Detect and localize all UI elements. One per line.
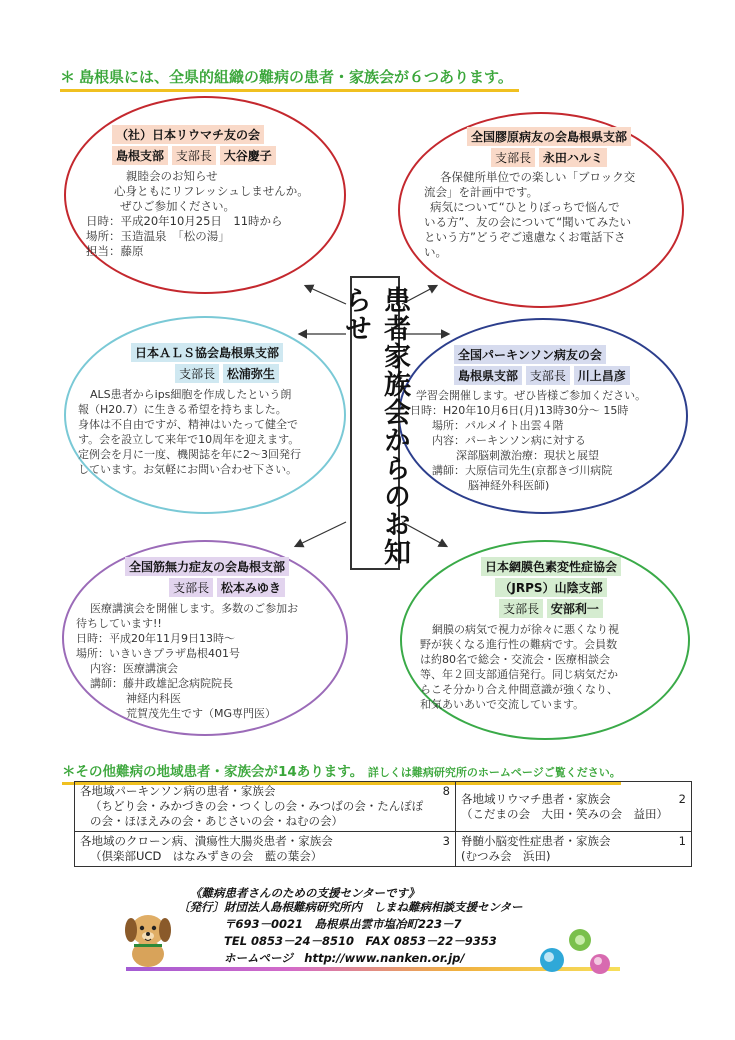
group-name: 脊髄小脳変性症患者・家族会	[461, 834, 611, 848]
collagen-line: 病気について“ひとりぼっちで悩んで	[430, 200, 620, 214]
als-body	[78, 387, 336, 477]
rheuma-title: （社）日本リウマチ友の会	[112, 125, 264, 144]
footer-tel: TEL 0853－24－8510 FAX 0853－22－9353	[224, 934, 497, 948]
star-mark: ＊	[60, 68, 76, 86]
parkinson-content	[410, 344, 682, 493]
parkinson-body	[410, 388, 682, 493]
mg-line: 日時：平成20年11月9日13時～	[76, 632, 235, 645]
group-name: 各地域パーキンソン病の患者・家族会	[80, 784, 276, 798]
table-row	[75, 782, 692, 832]
parkinson-line: 場所：パルメイト出雲４階	[432, 419, 564, 432]
parkinson-line: 内容：パーキンソン病に対する	[432, 434, 586, 447]
jrps-line: 和気あいあいで交流しています。	[420, 698, 585, 711]
colored-spheres-icon	[534, 926, 618, 984]
rheuma-line: 担当：藤原	[86, 244, 144, 258]
jrps-branch: （JRPS）山陰支部	[495, 578, 606, 597]
page-heading-text: 島根県には、全県的組織の難病の患者・家族会が６つあります。	[79, 68, 513, 86]
parkinson-title: 全国パーキンソン病友の会	[454, 345, 606, 364]
others-heading-text: その他難病の地域患者・家族会が14あります。	[75, 764, 364, 780]
dog-mascot-icon	[118, 906, 178, 970]
rheuma-line: 日時：平成20年10月25日 11時から	[86, 214, 283, 228]
rheuma-leader: 大谷慶子	[220, 146, 276, 165]
mg-line: 講師：藤井政雄記念病院院長	[90, 677, 233, 690]
collagen-title: 全国膠原病友の会島根県支部	[467, 127, 631, 146]
jrps-role: 支部長	[499, 599, 543, 618]
group-detail: （ちどり会・みかづきの会・つくしの会・みつばの会・たんぽぽ	[90, 799, 424, 813]
group-count: 3	[442, 834, 450, 848]
als-content	[78, 342, 336, 477]
footer-publisher: 〔発行〕財団法人島根難病研究所内 しまね難病相談支援センター	[178, 900, 523, 914]
footer-center-name: 《難病患者さんのための支援センターです》	[190, 886, 420, 900]
group-detail: の会・ほほえみの会・あじさいの会・ねむの会）	[90, 814, 343, 828]
als-line: しています。お気軽にお問い合わせ下さい。	[78, 463, 298, 476]
rheuma-branch: 島根支部	[112, 146, 168, 165]
parkinson-leader: 川上昌彦	[574, 366, 630, 385]
jrps-line: 野が狭くなる進行性の難病です。会員数	[420, 638, 618, 651]
rheuma-line: ぜひご参加ください。	[120, 199, 235, 213]
mg-role: 支部長	[169, 578, 213, 597]
rheuma-body	[86, 169, 332, 259]
group-detail: （倶楽部UCD はなみずきの会 藍の葉会）	[90, 849, 323, 863]
group-name: 各地域リウマチ患者・家族会	[461, 791, 611, 806]
group-detail: (むつみ会 浜田)	[461, 849, 551, 863]
collagen-body	[424, 170, 674, 260]
parkinson-branch: 島根県支部	[454, 366, 522, 385]
jrps-body	[420, 622, 682, 712]
mg-content	[76, 556, 338, 721]
jrps-title: 日本網膜色素変性症協会	[481, 557, 621, 576]
als-line: 定例会を月に一度、機関誌を年に2～3回発行	[78, 448, 301, 461]
group-count: 2	[678, 791, 686, 806]
rheuma-content	[86, 124, 332, 259]
center-title-box	[340, 276, 410, 570]
center-title: 患者家族会からのお知らせ	[340, 286, 410, 566]
als-line: 身体は不自由ですが、精神はいたって健全で	[78, 418, 298, 431]
collagen-role: 支部長	[491, 148, 535, 167]
group-count: 8	[442, 784, 450, 798]
footer-postal: 〒693－0021 島根県出雲市塩冶町223－7	[224, 917, 462, 931]
parkinson-line: 深部脳刺激治療：現状と展望	[456, 449, 599, 462]
jrps-line: 等、年２回支部通信発行。同じ病気だか	[420, 668, 618, 681]
mg-line: 内容：医療講演会	[90, 662, 178, 675]
mg-body	[76, 601, 338, 721]
jrps-leader: 安部利一	[547, 599, 603, 618]
mg-line: 場所：いきいきプラザ島根401号	[76, 647, 240, 660]
jrps-content	[420, 556, 682, 712]
mg-line: 医療講演会を開催します。多数のご参加お	[90, 602, 299, 615]
jrps-line: 網膜の病気で視力が徐々に悪くなり視	[432, 623, 619, 636]
als-line: 報（H20.7）に生きる希望を持ちました。	[78, 403, 287, 416]
mg-title: 全国筋無力症友の会島根支部	[125, 557, 289, 576]
als-line: ALS患者からips細胞を作成したという朗	[90, 388, 292, 401]
group-cell	[75, 782, 456, 832]
collagen-content	[424, 126, 674, 260]
mg-line: 神経内科医	[126, 692, 181, 705]
footer-web	[224, 950, 465, 966]
als-title: 日本ＡＬＳ協会島根県支部	[131, 343, 283, 362]
others-heading-tail: 詳しくは難病研究所のホームページご覧ください。	[367, 766, 621, 779]
parkinson-role: 支部長	[526, 366, 570, 385]
rheuma-line: 親睦会のお知らせ	[126, 169, 218, 183]
jrps-line: は約80名で総会・交流会・医療相談会	[420, 653, 610, 666]
collagen-line: いる方”、友の会について“聞いてみたい	[424, 215, 632, 229]
collagen-line: という方”どうぞご遠慮なくお電話下さ	[424, 230, 626, 244]
parkinson-line: 日時：H20年10月6日(月)13時30分～ 15時	[410, 404, 629, 417]
rheuma-role: 支部長	[172, 146, 216, 165]
group-count: 1	[678, 834, 686, 848]
table-row	[75, 832, 692, 867]
als-leader: 松浦弥生	[223, 364, 279, 383]
group-detail: （こだまの会 大田・笑みの会 益田）	[461, 806, 668, 821]
als-role: 支部長	[175, 364, 219, 383]
collagen-line: 流会」を計画中です。	[424, 185, 539, 199]
group-cell	[456, 832, 692, 867]
group-name: 各地域のクローン病、潰瘍性大腸炎患者・家族会	[80, 834, 333, 848]
parkinson-line: 学習会開催します。ぜひ皆様ご参加ください。	[416, 389, 647, 402]
mg-line: 待ちしています!!	[76, 617, 162, 630]
collagen-line: い。	[424, 245, 447, 259]
collagen-leader: 永田ハルミ	[539, 148, 607, 167]
jrps-line: らこそ分かり合え仲間意識が強くなり、	[420, 683, 618, 696]
mg-leader: 松本みゆき	[217, 578, 285, 597]
parkinson-line: 脳神経外科医師)	[468, 479, 550, 492]
mg-line: 荒賀茂先生です（MG専門医）	[126, 707, 277, 720]
rheuma-line: 心身ともにリフレッシュしませんか。	[114, 184, 309, 198]
rheuma-line: 場所：玉造温泉 「松の湯」	[86, 229, 230, 243]
star-mark: ＊	[62, 764, 76, 780]
group-cell	[75, 832, 456, 867]
collagen-line: 各保健所単位での楽しい「ブロック交	[440, 170, 636, 184]
group-cell	[456, 782, 692, 832]
als-line: す。会を設立して来年で10周年を迎えます。	[78, 433, 300, 446]
parkinson-line: 講師：大原信司先生(京都きづ川病院	[432, 464, 613, 477]
homepage-link[interactable]: ホームページ http://www.nanken.or.jp/	[224, 951, 465, 965]
groups-table	[74, 781, 692, 867]
